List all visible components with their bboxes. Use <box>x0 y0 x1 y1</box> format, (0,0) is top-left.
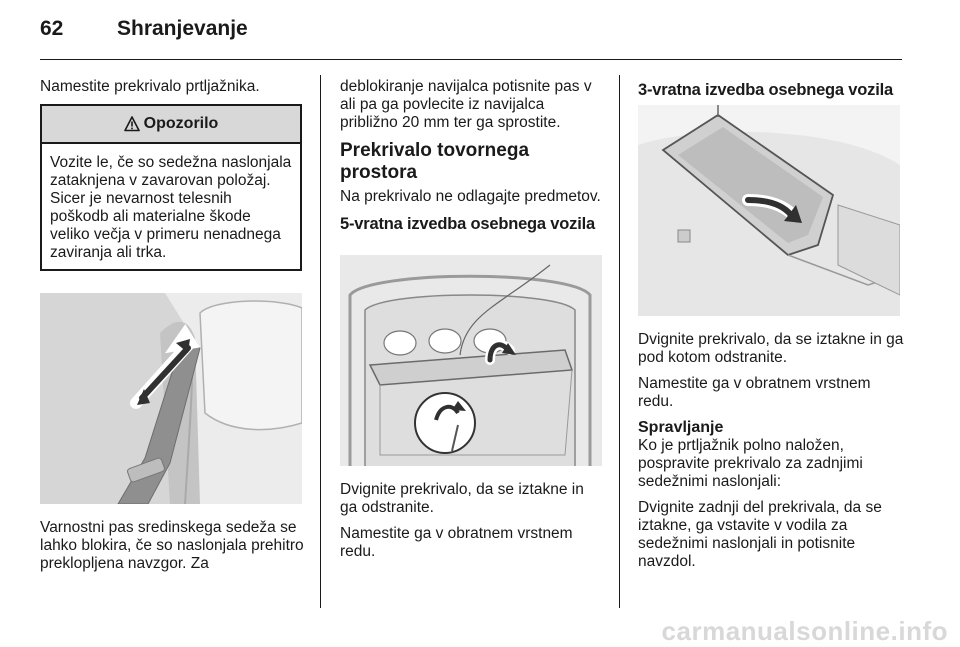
watermark: carmanualsonline.info <box>661 616 948 646</box>
header-rule <box>40 59 902 60</box>
cargo-cover-warning: Na prekrivalo ne odlagajte predmetov. <box>340 188 601 205</box>
column-divider-2 <box>619 75 620 608</box>
page-header <box>0 0 960 62</box>
column-1 <box>40 78 302 281</box>
column-divider-1 <box>320 75 321 608</box>
warning-title: Opozorilo <box>143 115 219 132</box>
stowing-para2: Dvignite zadnji del prekrivala, da se iztakne, ga vstavite v vodila za sedežnimi naslonjali in potisnite navzdol. <box>638 499 882 570</box>
seatbelt-illustration <box>40 293 302 504</box>
page-title: Shranjevanje <box>117 17 248 40</box>
five-door-illustration <box>340 255 602 466</box>
cargo-cover-heading: Prekrivalo tovornega prostora <box>340 140 530 183</box>
warning-box <box>40 104 302 271</box>
stowing-heading: Spravljanje <box>638 419 724 436</box>
five-door-para2: Namestite ga v obratnem vrstnem redu. <box>340 525 573 560</box>
column-2 <box>340 78 602 240</box>
column-3-bottom <box>638 331 904 579</box>
warning-body: Vozite le, če so sedežna naslonjala zataknjena v zavarovan položaj. Sicer je nevarnost telesnih poškodb ali materialne škode veliko večja v primeru nenadnega zaviranja ali trka. <box>50 154 292 261</box>
five-door-para1: Dvignite prekrivalo, da se iztakne in ga odstranite. <box>340 481 584 516</box>
column-3 <box>638 78 904 106</box>
after-image-text: Varnostni pas sredinskega sedeža se lahko blokira, če so naslonjala prehitro preklopljena navzgor. Za <box>40 519 304 572</box>
three-door-illustration <box>638 105 900 316</box>
three-door-para2: Namestite ga v obratnem vrstnem redu. <box>638 375 871 410</box>
warning-triangle-icon <box>124 116 140 132</box>
three-door-para1: Dvignite prekrivalo, da se iztakne in ga pod kotom odstranite. <box>638 331 904 366</box>
col2-intro: deblokiranje navijalca potisnite pas v ali pa ga povlecite iz navijalca približno 20 mm ter ga sprostite. <box>340 78 592 131</box>
page-number: 62 <box>40 17 64 40</box>
warning-header <box>42 106 300 144</box>
page-footer <box>0 614 960 646</box>
intro-text: Namestite prekrivalo prtljažnika. <box>40 78 260 95</box>
column-1-bottom <box>40 519 304 581</box>
five-door-subheading: 5-vratna izvedba osebnega vozila <box>340 215 595 233</box>
stowing-para1: Ko je prtljažnik polno naložen, pospravite prekrivalo za zadnjimi sedežnimi naslonjali: <box>638 437 863 490</box>
column-2-bottom <box>340 481 602 569</box>
three-door-subheading: 3-vratna izvedba osebnega vozila <box>638 81 893 99</box>
